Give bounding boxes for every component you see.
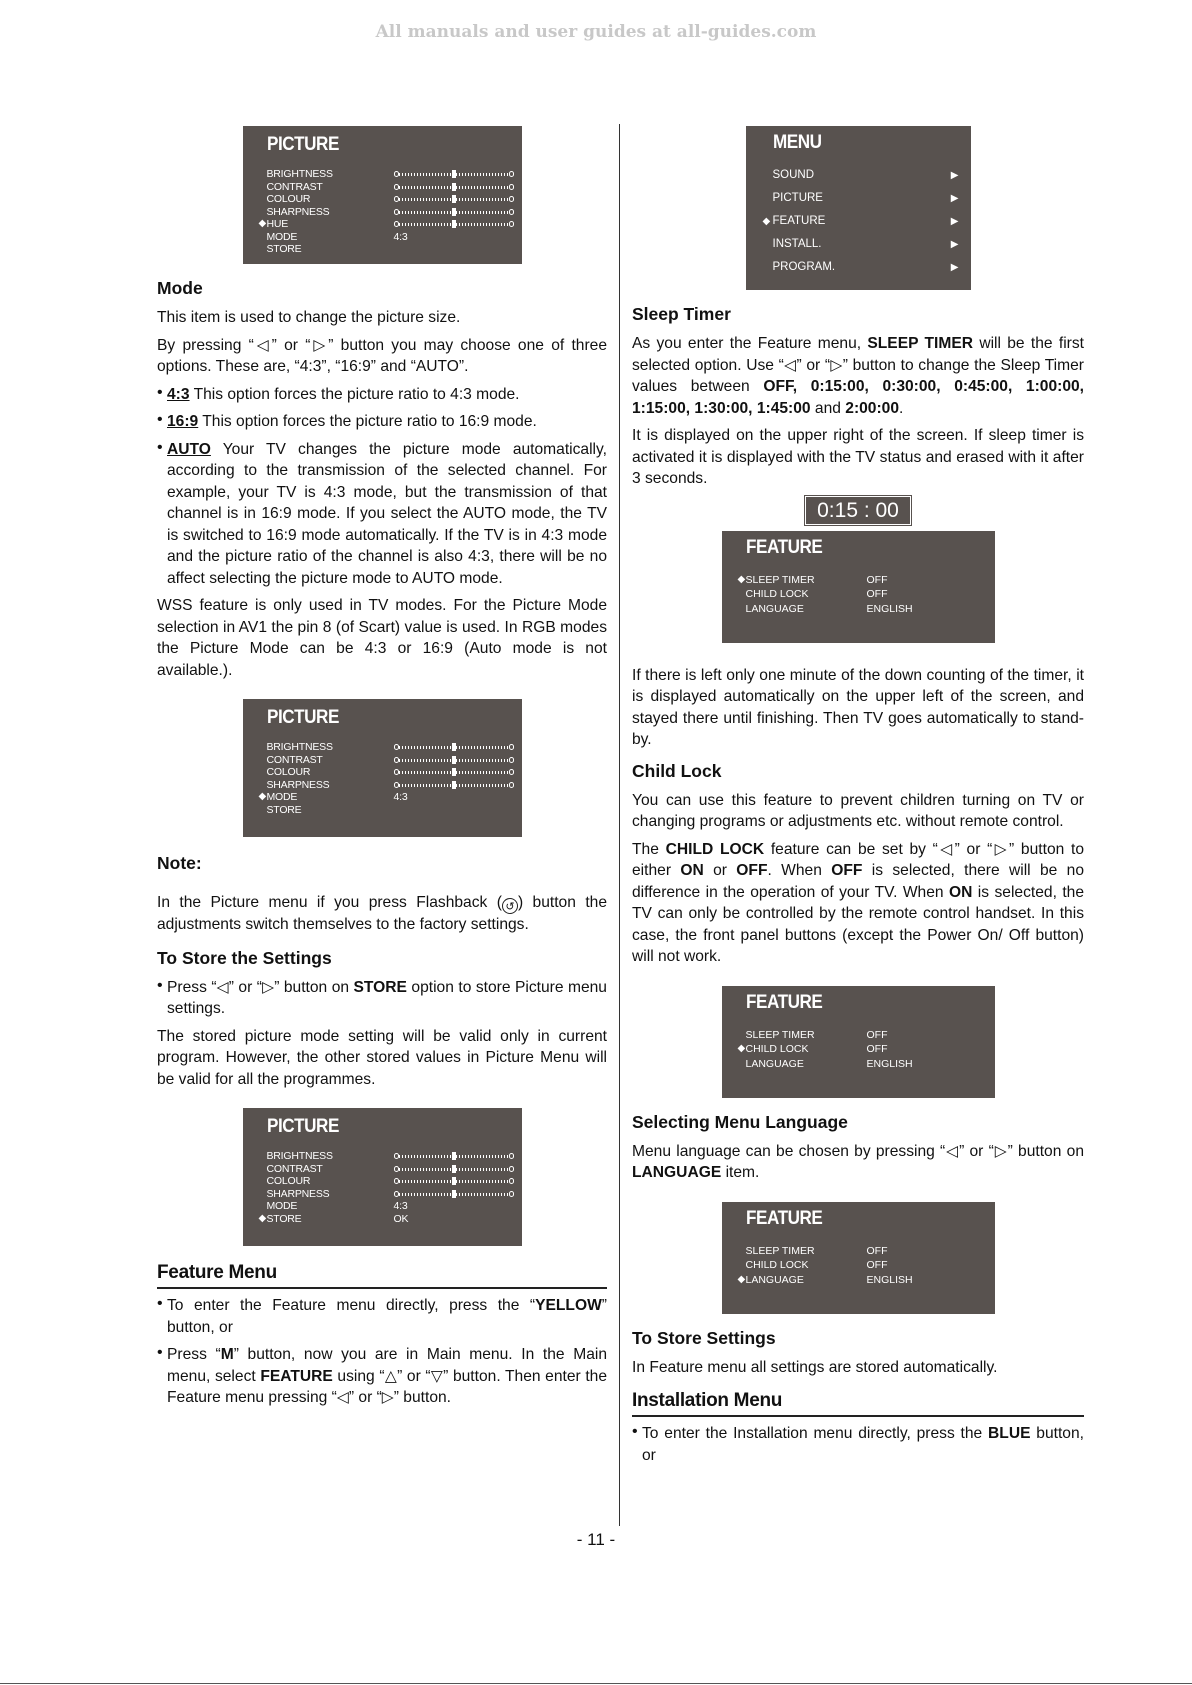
osd-label: STORE <box>266 243 302 255</box>
left-column <box>157 126 607 1415</box>
osd-value: 4:3 <box>393 1200 408 1212</box>
right-arrow-icon: ▶ <box>950 239 959 250</box>
bold-run: ON <box>680 862 704 879</box>
osd-label: SHARPNESS <box>266 778 330 791</box>
osd-slider <box>394 184 514 190</box>
sleep-timer-display: 0:15 : 00 <box>805 496 911 525</box>
bold-run: OFF <box>831 862 863 879</box>
text-run: and <box>810 399 846 417</box>
text-run: will be the first selected option. Use “◁” or “▷” button to change the Sleep Timer values between <box>632 335 1084 395</box>
feature-menu-screenshot <box>722 1202 995 1314</box>
picture-menu-screenshot <box>243 699 522 837</box>
osd-label: CONTRAST <box>266 753 323 766</box>
paragraph: In Feature menu all settings are stored automatically. <box>632 1358 998 1376</box>
section-heading-installation-menu: Installation Menu <box>632 1390 1084 1417</box>
osd-title: FEATURE <box>745 1207 822 1229</box>
osd-value: OFF <box>866 1043 888 1055</box>
osd-slider <box>394 171 514 177</box>
paragraph-language <box>632 1141 1084 1184</box>
section-heading-sleep-timer: Sleep Timer <box>632 304 731 324</box>
osd-value: 4:3 <box>393 791 408 803</box>
text-run: The <box>632 840 666 858</box>
bold-run: ON <box>949 883 973 901</box>
right-column <box>632 126 1084 1472</box>
bold-run: YELLOW <box>535 1297 602 1314</box>
osd-slider <box>394 1153 514 1159</box>
osd-value: ENGLISH <box>866 1057 913 1070</box>
osd-label: CHILD LOCK <box>745 1259 809 1271</box>
osd-value: OFF <box>866 588 888 600</box>
osd-label: PICTURE <box>772 192 823 204</box>
bold-run: SLEEP TIMER <box>867 335 974 352</box>
paragraph: The stored picture mode setting will be valid only in current program. However, the other stored values in Picture Menu will be valid for all the programmes. <box>157 1027 607 1088</box>
osd-value: ENGLISH <box>866 602 913 615</box>
text-run: is selected, the TV can only be controlled by the remote control handset. In this case, the front panel buttons (except the Power On/ Off button) will not work. <box>632 883 1084 965</box>
paragraph-child-lock <box>632 839 1084 968</box>
osd-label: PROGRAM. <box>772 261 836 273</box>
bold-run: OFF, 0:15:00, 0:30:00, 0:45:00, 1:00:00, 1:15:00, 1:30:00, 1:45:00 <box>632 378 1085 417</box>
osd-value: OFF <box>866 1244 888 1257</box>
osd-label: CHILD LOCK <box>745 1043 809 1055</box>
bold-run: CHILD LOCK <box>665 840 765 858</box>
osd-title: PICTURE <box>266 134 339 155</box>
osd-label: CONTRAST <box>266 180 323 193</box>
paragraph: By pressing “◁” or “▷” button you may choose one of three options. These are, “4:3”, “16:9” and “AUTO”. <box>157 336 607 375</box>
bold-run: BLUE <box>988 1425 1031 1442</box>
osd-label: COLOUR <box>266 766 311 778</box>
osd-label: SHARPNESS <box>266 1187 330 1200</box>
osd-label: MODE <box>266 791 298 803</box>
osd-label: SLEEP TIMER <box>745 1244 815 1257</box>
osd-title: MENU <box>772 132 822 153</box>
osd-label: INSTALL. <box>772 238 822 250</box>
bold-run: M <box>220 1346 234 1363</box>
text-run: Menu language can be chosen by pressing “◁” or “▷” button on <box>632 1142 1084 1160</box>
osd-label: SOUND <box>772 169 815 181</box>
bullet-text: This option forces the picture ratio to 16:9 mode. <box>198 413 537 430</box>
right-arrow-icon: ▶ <box>950 262 959 273</box>
text-run: In the Picture menu if you press Flashback ( <box>157 894 502 911</box>
osd-label: BRIGHTNESS <box>266 741 333 753</box>
bullet-m: • Press “M” button, now you are in Main menu. In the Main menu, select FEATURE using “△” or “▽” button. Then enter the Feature menu pressing “◁” or “▷” button. <box>157 1344 608 1406</box>
osd-label: LANGUAGE <box>745 602 804 615</box>
right-arrow-icon: ▶ <box>950 170 959 181</box>
bullet-text: This option forces the picture ratio to 4:3 mode. <box>189 385 520 403</box>
osd-label: STORE <box>266 803 302 816</box>
paragraph: WSS feature is only used in TV modes. For the Picture Mode selection in AV1 the pin 8 (of Scart) value is used. In RGB modes the Picture Mode can be 4:3 or 16:9 (Auto mode is not available.). <box>157 597 607 679</box>
section-heading-store-settings-right: To Store Settings <box>632 1327 776 1348</box>
main-menu-screenshot <box>746 126 971 290</box>
osd-label: CONTRAST <box>266 1162 323 1175</box>
paragraph: If there is left only one minute of the down counting of the timer, it is displayed automatically on the upper left of the screen, and stayed there until finishing. Then TV goes automatically to stand-by. <box>632 666 1084 748</box>
osd-slider <box>394 221 514 227</box>
bullet-label: AUTO <box>167 440 211 458</box>
osd-label: BRIGHTNESS <box>266 168 333 180</box>
section-heading-mode: Mode <box>157 278 203 298</box>
right-arrow-icon: ▶ <box>950 216 959 227</box>
osd-slider <box>394 744 514 750</box>
text-run: . <box>899 399 904 417</box>
osd-value: OFF <box>866 1259 888 1271</box>
osd-label: LANGUAGE <box>745 1057 804 1070</box>
text-run: item. <box>721 1164 760 1181</box>
paragraph-sleep <box>632 333 1084 419</box>
bullet-16-9: • 16:9 This option forces the picture ratio to 16:9 mode. <box>157 411 537 430</box>
osd-label: SLEEP TIMER <box>745 573 815 586</box>
osd-slider <box>394 1178 514 1184</box>
section-heading-feature-menu: Feature Menu <box>157 1262 607 1289</box>
osd-slider <box>394 196 514 202</box>
text-run: is selected, there will be no difference in the operation of your TV. When <box>632 862 1085 901</box>
text-run: ) button the adjustments switch themselves to the factory settings. <box>157 894 608 933</box>
text-run: As you enter the Feature menu, <box>632 335 868 352</box>
osd-value: OFF <box>866 1028 888 1041</box>
selection-cursor-icon: ◆ <box>762 216 771 227</box>
osd-label: MODE <box>266 1200 298 1212</box>
osd-label: STORE <box>266 1212 302 1225</box>
osd-label: FEATURE <box>772 215 826 227</box>
section-heading-note: Note: <box>157 853 202 873</box>
right-arrow-icon: ▶ <box>950 193 959 204</box>
osd-value: 4:3 <box>393 230 408 243</box>
osd-title: FEATURE <box>745 991 822 1013</box>
bold-run: OFF <box>736 862 768 879</box>
bullet-4-3: • 4:3 This option forces the picture ratio to 4:3 mode. <box>157 383 520 403</box>
text-run: ” button, or <box>167 1297 607 1336</box>
osd-title: FEATURE <box>745 536 822 558</box>
paragraph: This item is used to change the picture size. <box>157 309 461 326</box>
osd-label: SHARPNESS <box>266 205 330 218</box>
osd-label: COLOUR <box>266 193 311 205</box>
osd-label: SLEEP TIMER <box>745 1028 815 1041</box>
bold-run: FEATURE <box>260 1367 333 1385</box>
feature-menu-screenshot <box>722 986 995 1098</box>
osd-label: LANGUAGE <box>745 1273 804 1286</box>
section-heading-child-lock: Child Lock <box>632 760 722 781</box>
osd-label: MODE <box>266 230 298 243</box>
selection-cursor-icon: ◆ <box>737 573 746 585</box>
text-run: or <box>703 862 737 879</box>
osd-slider <box>394 782 514 788</box>
bullet-blue: • To enter the Installation menu directly, press the BLUE button, or <box>632 1423 1084 1464</box>
text-run: To enter the Installation menu directly, press the <box>642 1425 989 1442</box>
feature-menu-screenshot <box>722 531 995 643</box>
bottom-rule <box>0 1683 1192 1684</box>
section-heading-store-settings: To Store the Settings <box>157 947 332 968</box>
text-run: feature can be set by “◁” or “▷” button to either <box>632 840 1084 879</box>
paragraph: You can use this feature to prevent children turning on TV or changing programs or adjustments etc. without remote control. <box>632 791 1084 830</box>
text-run: button, or <box>642 1425 1084 1464</box>
text-run: Press “◁” or “▷” button on <box>167 978 354 996</box>
bold-run: STORE <box>353 978 407 996</box>
osd-value: OK <box>393 1212 409 1225</box>
bold-run: 2:00:00 <box>845 399 900 417</box>
selection-cursor-icon: ◆ <box>258 1212 266 1224</box>
watermark: All manuals and user guides at all-guides.com <box>375 22 817 42</box>
osd-slider <box>394 757 514 763</box>
paragraph: It is displayed on the upper right of the screen. If sleep timer is activated it is displayed with the TV status and erased with it after 3 seconds. <box>632 427 1084 487</box>
osd-label: CHILD LOCK <box>745 588 809 600</box>
osd-slider <box>394 1191 514 1197</box>
text-run: To enter the Feature menu directly, press the “ <box>167 1297 536 1314</box>
bullet-yellow: • To enter the Feature menu directly, press the “YELLOW” button, or <box>157 1295 607 1336</box>
osd-value: ENGLISH <box>866 1273 913 1286</box>
bullet-label: 16:9 <box>167 413 199 430</box>
text-run: using “△” or “▽” button. Then enter the Feature menu pressing “◁” or “▷” button. <box>167 1367 607 1406</box>
text-run: ” button, now you are in Main menu. In the Main menu, select <box>167 1346 608 1385</box>
bullet-store: • Press “◁” or “▷” button on STORE option to store Picture menu settings. <box>157 976 607 1017</box>
text-run: . When <box>767 862 832 879</box>
text-run: option to store Picture menu settings. <box>167 978 607 1017</box>
osd-slider <box>394 209 514 215</box>
text-run: Press “ <box>167 1346 221 1363</box>
bullet-text: Your TV changes the picture mode automatically, according to the transmission of the selected channel. For example, your TV is 4:3 mode, but the transmission of that channel is in 16:9 mode. If you select the AUTO mode, the TV is switched to 16:9 mode automatically. If the TV is in 4:3 mode and the picture ratio of the channel is also 4:3, there will be no affect selecting the picture mode to AUTO mode. <box>167 440 607 587</box>
osd-label: HUE <box>266 218 289 230</box>
osd-label: BRIGHTNESS <box>266 1150 333 1162</box>
osd-title: PICTURE <box>266 707 339 728</box>
bullet-auto: • AUTO Your TV changes the picture mode automatically, according to the transmission of the selected channel. For example, your TV is 4:3 mode, but the transmission of that channel is in 16:9 mode. If you select the AUTO mode, the TV is switched to 16:9 mode automatically. If the TV is in 4:3 mode and the picture ratio of the channel is also 4:3, there will be no affect selecting the picture mode to AUTO mode. <box>157 438 607 587</box>
page-number: - 11 - <box>576 1530 616 1549</box>
picture-menu-screenshot <box>243 1108 522 1246</box>
bullet-label: 4:3 <box>167 385 190 403</box>
osd-slider <box>394 769 514 775</box>
osd-title: PICTURE <box>266 1116 339 1137</box>
selection-cursor-icon: ◆ <box>737 1043 746 1054</box>
osd-slider <box>394 1166 514 1172</box>
osd-value: OFF <box>866 573 888 586</box>
section-heading-menu-language: Selecting Menu Language <box>632 1111 848 1132</box>
paragraph-note <box>157 892 607 936</box>
picture-menu-screenshot <box>243 126 522 264</box>
selection-cursor-icon: ◆ <box>258 218 266 229</box>
selection-cursor-icon: ◆ <box>258 791 266 802</box>
flashback-icon: ↺ <box>502 898 518 914</box>
bold-run: LANGUAGE <box>632 1164 722 1181</box>
selection-cursor-icon: ◆ <box>737 1273 746 1285</box>
osd-label: COLOUR <box>266 1175 311 1187</box>
column-divider <box>619 124 620 1526</box>
